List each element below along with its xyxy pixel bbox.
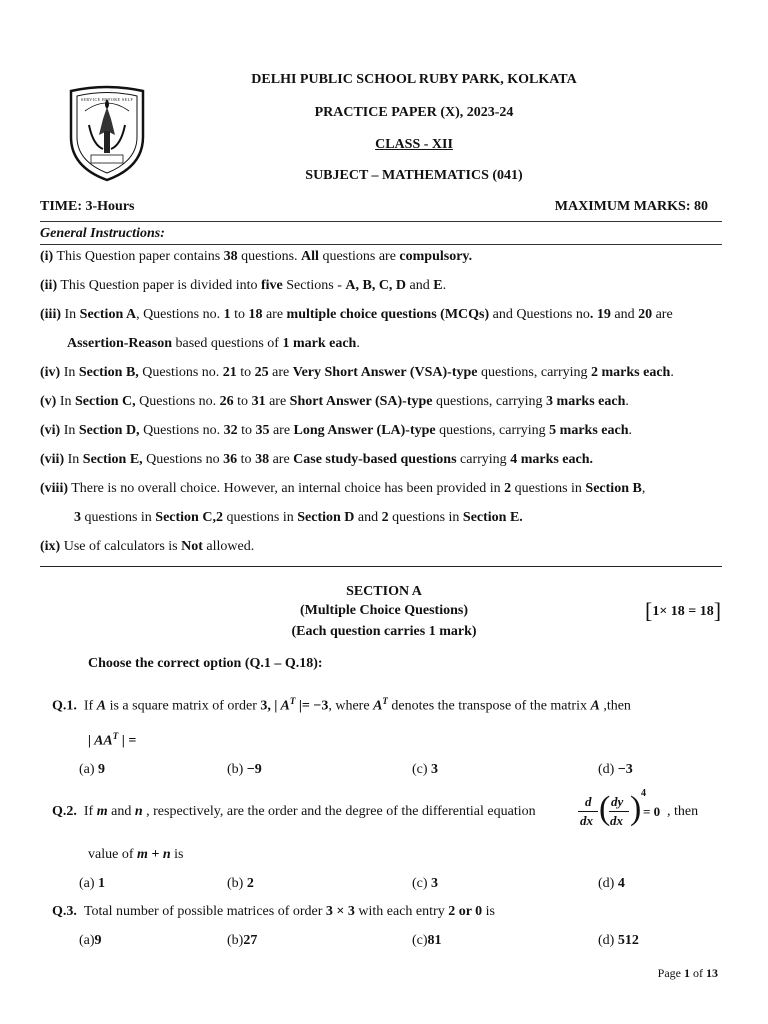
logo-motto: SERVICE BEFORE SELF [80,97,134,102]
question-1-line2: | $AA^T$ | = [88,731,137,749]
question-2: Q.2. If m and n , respectively, are the order and the degree of the differential equation [52,804,536,819]
differential-equation: d dx ( dy dx ) 4 = 0 , then [580,788,699,828]
section-a-note: (Each question carries 1 mark) [291,624,477,639]
instructions-title: General Instructions: [40,226,165,241]
instruction-iii: (iii) In Section A, Questions no. 1 to 18 are multiple choice questions (MCQs) and Questions no. 19 and 20 are [40,307,673,322]
class-title: CLASS - XII [375,137,453,152]
q2-option-a[interactable]: (a) 1 [79,876,106,891]
q3-option-a[interactable]: (a)9 [79,933,102,948]
instruction-vi: (vi) In Section D, Questions no. 32 to 35 are Long Answer (LA)-type questions, carrying 5 marks each. [40,423,632,438]
page-number: Page 1 of 13 [657,966,718,980]
question-3: Q.3. Total number of possible matrices of order 3 × 3 with each entry 2 or 0 is [52,904,495,919]
section-a-title: SECTION A [346,584,422,599]
max-marks-label: MAXIMUM MARKS: 80 [554,199,708,214]
q3-option-b[interactable]: (b)27 [227,933,258,948]
instruction-vii: (vii) In Section E, Questions no 36 to 38 are Case study-based questions carrying 4 marks each. [40,452,594,467]
q2-option-b[interactable]: (b) 2 [227,876,254,891]
section-a-marks: [1× 18 = 18] [645,598,722,623]
instruction-v: (v) In Section C, Questions no. 26 to 31 are Short Answer (SA)-type questions, carrying 3 marks each. [40,394,629,409]
instruction-iv: (iv) In Section B, Questions no. 21 to 25 are Very Short Answer (VSA)-type questions, carrying 2 marks each. [40,365,674,380]
school-name: DELHI PUBLIC SCHOOL RUBY PARK, KOLKATA [251,72,577,87]
q1-option-c[interactable]: (c) 3 [412,762,439,777]
header-divider [40,221,722,222]
instruction-viii-cont: 3 questions in Section C,2 questions in Section D and 2 questions in Section E. [74,510,523,525]
q2-option-d[interactable]: (d) 4 [598,876,625,891]
paper-title: PRACTICE PAPER (X), 2023-24 [314,105,514,120]
q1-option-b[interactable]: (b) −9 [227,762,262,777]
q2-option-c[interactable]: (c) 3 [412,876,439,891]
q3-option-d[interactable]: (d) 512 [598,933,639,948]
q1-option-d[interactable]: (d) −3 [598,762,633,777]
choose-instruction: Choose the correct option (Q.1 – Q.18): [88,656,323,671]
question-1: Q.1. If A is a square matrix of order 3, | $A^T$ |= −3, where $A^T$ denotes the transpose of the matrix A ,then [52,696,631,714]
subject-title: SUBJECT – MATHEMATICS (041) [305,168,523,183]
section-divider [40,566,722,567]
time-label: TIME: 3-Hours [40,199,135,214]
q3-option-c[interactable]: (c)81 [412,933,442,948]
question-2-line2: value of m + n is [88,847,184,862]
q1-option-a[interactable]: (a) 9 [79,762,106,777]
instruction-ix: (ix) Use of calculators is Not allowed. [40,539,255,554]
instruction-iii-cont: Assertion-Reason based questions of 1 mark each. [67,336,360,351]
instruction-i: (i) This Question paper contains 38 questions. All questions are compulsory. [40,249,473,264]
section-a-subtitle: (Multiple Choice Questions) [300,603,468,618]
instructions-divider [40,244,722,245]
instruction-viii: (viii) There is no overall choice. However, an internal choice has been provided in 2 questions in Section B, [40,481,646,496]
instruction-ii: (ii) This Question paper is divided into five Sections - A, B, C, D and E. [40,278,447,293]
